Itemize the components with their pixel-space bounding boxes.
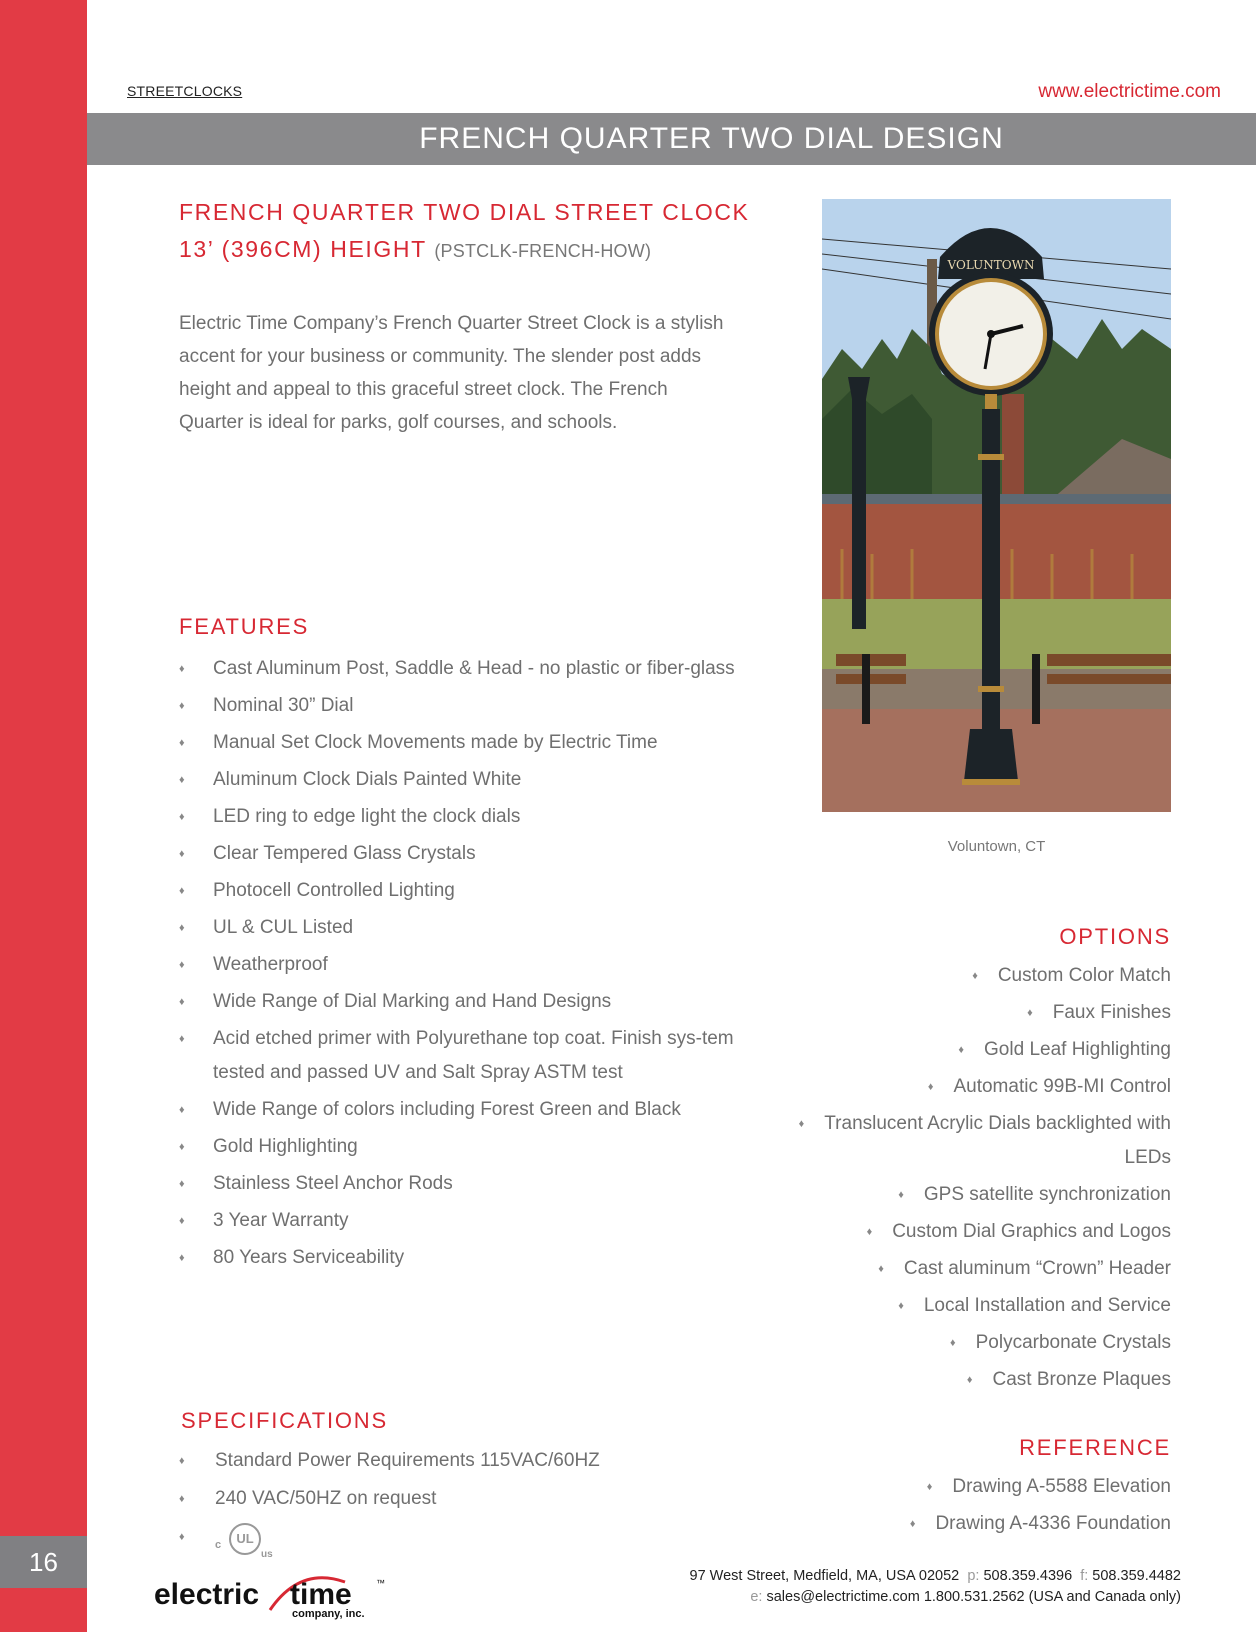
electric-time-logo [150, 1572, 410, 1620]
feature-item: ♦ 80 Years Serviceability [179, 1241, 739, 1275]
feature-item: ♦ Manual Set Clock Movements made by Electric Time [179, 726, 739, 760]
bullet-icon: ♦ [179, 885, 185, 897]
reference-item[interactable]: ♦ Drawing A-4336 Foundation [909, 1513, 1171, 1535]
bullet-icon: ♦ [866, 1226, 873, 1239]
option-item: ♦ Custom Color Match [972, 965, 1171, 987]
bullet-icon: ♦ [179, 1178, 185, 1190]
clock-photo-illustration [822, 199, 1171, 812]
features-heading: FEATURES [179, 614, 310, 639]
bullet-icon: ♦ [878, 1263, 884, 1276]
option-item: ♦ Translucent Acrylic Dials backlighted with LEDs [798, 1113, 1171, 1169]
bullet-icon: ♦ [179, 959, 185, 971]
bullet-icon: ♦ [179, 1215, 185, 1227]
bullet-icon: ♦ [898, 1300, 904, 1313]
feature-item: ♦ Wide Range of colors including Forest Green and Black [179, 1093, 739, 1127]
feature-item: ♦ UL & CUL Listed [179, 911, 739, 945]
bullet-icon: ♦ [950, 1337, 956, 1350]
feature-item: ♦ Aluminum Clock Dials Painted White [179, 763, 739, 797]
feature-item: ♦ Gold Highlighting [179, 1130, 739, 1164]
svg-text:company, inc.: company, inc. [292, 1608, 365, 1620]
page-number: 16 [0, 1536, 87, 1588]
bullet-icon: ♦ [1027, 1007, 1033, 1020]
bullet-icon: ♦ [927, 1081, 934, 1094]
specifications-heading: SPECIFICATIONS [181, 1408, 388, 1433]
bullet-icon: ♦ [798, 1118, 805, 1131]
option-item: ♦ Cast Bronze Plaques [966, 1369, 1171, 1391]
bullet-icon: ♦ [958, 1044, 965, 1057]
svg-text:electric: electric [154, 1578, 260, 1611]
svg-text:VOLUNTOWN: VOLUNTOWN [947, 258, 1035, 272]
svg-text:time: time [290, 1578, 352, 1611]
bullet-icon: ♦ [926, 1481, 933, 1493]
feature-item: ♦ LED ring to edge light the clock dials [179, 800, 739, 834]
feature-item: ♦ Photocell Controlled Lighting [179, 874, 739, 908]
options-list [771, 959, 1171, 1400]
option-item: ♦ Automatic 99B-MI Control [927, 1076, 1171, 1098]
option-item: ♦ Custom Dial Graphics and Logos [866, 1221, 1171, 1243]
bullet-icon: ♦ [179, 774, 185, 786]
specifications-list [179, 1444, 739, 1558]
contact-footer [690, 1566, 1181, 1608]
feature-item: ♦ Stainless Steel Anchor Rods [179, 1167, 739, 1201]
bullet-icon: ♦ [972, 970, 978, 982]
feature-item: ♦ Nominal 30” Dial [179, 689, 739, 723]
svg-text:™: ™ [376, 1578, 385, 1588]
option-item: ♦ Gold Leaf Highlighting [958, 1039, 1171, 1061]
bullet-icon: ♦ [898, 1189, 904, 1202]
spec-item: ♦ Standard Power Requirements 115VAC/60HZ [179, 1444, 739, 1478]
page-title: FRENCH QUARTER TWO DIAL DESIGN [419, 122, 1004, 155]
product-code: (PSTCLK-FRENCH-HOW) [434, 241, 652, 261]
reference-list [771, 1470, 1171, 1544]
product-title-line2: 13’ (396CM) HEIGHT [179, 236, 427, 262]
product-title-line1: FRENCH QUARTER TWO DIAL STREET CLOCK [179, 199, 750, 225]
option-item: ♦ Local Installation and Service [898, 1295, 1171, 1317]
photo-caption: Voluntown, CT [947, 838, 1046, 855]
tollfree[interactable]: 1.800.531.2562 (USA and Canada only) [923, 1589, 1181, 1605]
bullet-icon: ♦ [179, 1531, 185, 1543]
fax: 508.359.4482 [1092, 1568, 1181, 1584]
bullet-icon: ♦ [179, 1141, 185, 1153]
ul-listed-icon: c UL us [215, 1522, 277, 1552]
option-item: ♦ GPS satellite synchronization [898, 1184, 1171, 1206]
features-list [179, 652, 739, 1278]
feature-item: ♦ Wide Range of Dial Marking and Hand Designs [179, 985, 739, 1019]
section-label[interactable]: STREETCLOCKS [127, 83, 243, 99]
product-title [179, 194, 749, 270]
bullet-icon: ♦ [966, 1374, 973, 1387]
bullet-icon: ♦ [179, 1455, 185, 1467]
option-item: ♦ Faux Finishes [1027, 1002, 1171, 1024]
bullet-icon: ♦ [179, 737, 185, 749]
footer-line1: 97 West Street, Medfield, MA, USA 02052 p: 508.359.4396 f: 508.359.4482 [689, 1568, 1181, 1584]
address: 97 West Street, Medfield, MA, USA 02052 [689, 1568, 960, 1584]
option-item: ♦ Cast aluminum “Crown” Header [878, 1258, 1171, 1280]
feature-item: ♦ Acid etched primer with Polyurethane top coat. Finish sys-tem tested and passed UV and Salt Spray ASTM test [179, 1022, 739, 1090]
reference-item[interactable]: ♦ Drawing A-5588 Elevation [926, 1476, 1171, 1498]
phone[interactable]: 508.359.4396 [983, 1568, 1073, 1584]
website-url[interactable]: www.electrictime.com [1038, 81, 1221, 102]
bullet-icon: ♦ [179, 811, 185, 823]
bullet-icon: ♦ [179, 700, 185, 712]
reference-heading: REFERENCE [1019, 1435, 1171, 1460]
bullet-icon: ♦ [179, 996, 185, 1008]
spec-item: ♦ 240 VAC/50HZ on request [179, 1482, 739, 1516]
street-clock-photo [822, 199, 1171, 812]
email[interactable]: sales@electrictime.com [766, 1589, 920, 1605]
bullet-icon: ♦ [179, 1493, 185, 1505]
options-heading: OPTIONS [1059, 924, 1171, 949]
product-description: Electric Time Company’s French Quarter Street Clock is a stylish accent for your business or community. The slender post adds height and appeal to this graceful street clock. The French Quarter is ideal for parks, golf courses, and schools. [179, 313, 724, 433]
footer-line2: e: sales@electrictime.com 1.800.531.2562 (USA and Canada only) [750, 1589, 1181, 1605]
page-title-bar [87, 113, 1256, 165]
bullet-icon: ♦ [179, 1252, 185, 1264]
option-item: ♦ Polycarbonate Crystals [950, 1332, 1171, 1354]
bullet-icon: ♦ [179, 1033, 185, 1045]
feature-item: ♦ Cast Aluminum Post, Saddle & Head - no plastic or fiber-glass [179, 652, 739, 686]
spec-item [179, 1520, 739, 1560]
bullet-icon: ♦ [909, 1518, 916, 1531]
bullet-icon: ♦ [179, 922, 185, 934]
left-accent-bar [0, 0, 87, 1632]
bullet-icon: ♦ [179, 663, 185, 675]
bullet-icon: ♦ [179, 848, 185, 860]
feature-item: ♦ Weatherproof [179, 948, 739, 982]
feature-item: ♦ 3 Year Warranty [179, 1204, 739, 1238]
bullet-icon: ♦ [179, 1104, 185, 1116]
feature-item: ♦ Clear Tempered Glass Crystals [179, 837, 739, 871]
